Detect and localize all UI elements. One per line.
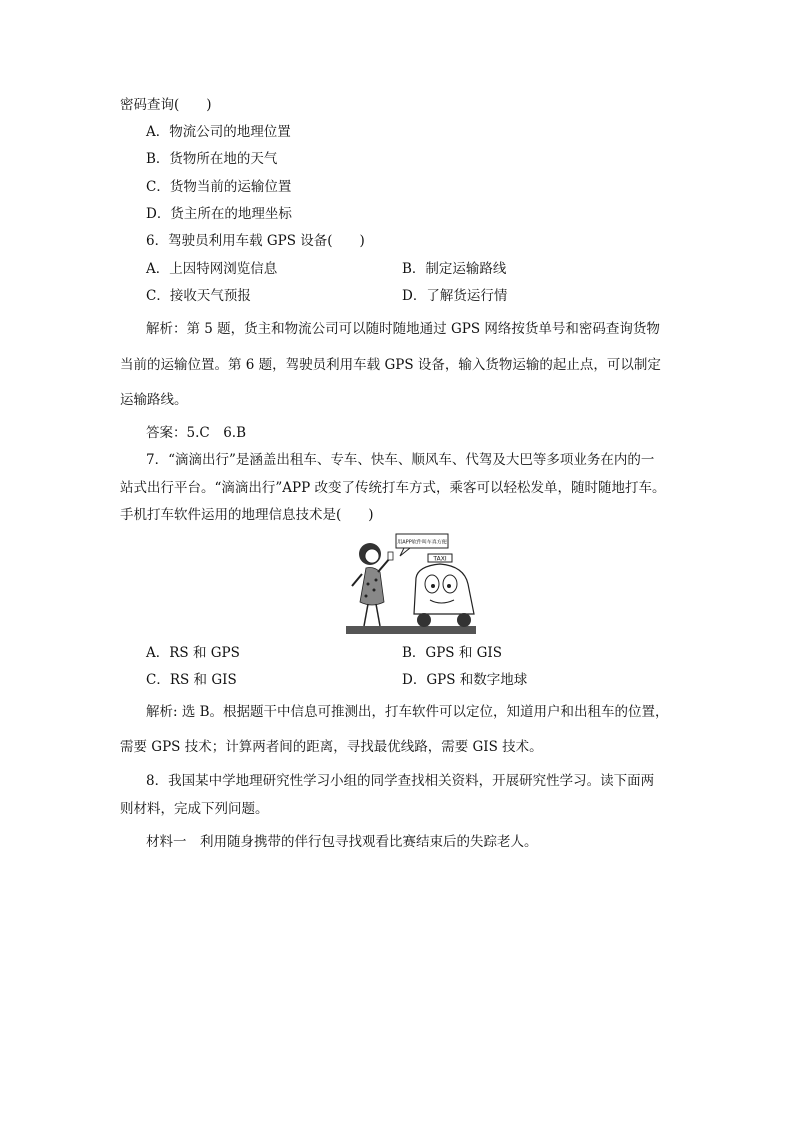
- answer-56: 答案：5.C 6.B: [146, 425, 247, 441]
- speech-bubble-text: 用APP软件叫车真方便: [397, 539, 447, 546]
- q6-option-a: A．上因特网浏览信息: [146, 261, 278, 277]
- analysis-56-line3: 运输路线。: [120, 392, 188, 408]
- analysis-7-line1: 解析: 选 B。根据题干中信息可推测出，打车软件可以定位，知道用户和出租车的位置，: [146, 704, 669, 720]
- q6-option-d: D．了解货运行情: [402, 288, 508, 304]
- q5-option-a: A．物流公司的地理位置: [146, 124, 291, 140]
- q7-option-b: B．GPS 和 GIS: [402, 645, 502, 661]
- ground-strip: [346, 626, 476, 634]
- woman-figure: [352, 543, 393, 626]
- q7-option-c: C．RS 和 GIS: [146, 672, 237, 688]
- q5-stem-tail: 密码查询( ): [120, 97, 212, 113]
- phone-icon: [388, 552, 393, 560]
- q8-material1: 材料一 利用随身携带的伴行包寻找观看比赛结束后的失踪老人。: [146, 834, 538, 850]
- q7-option-d: D．GPS 和数字地球: [402, 672, 528, 688]
- q5-option-d: D．货主所在的地理坐标: [146, 206, 292, 222]
- svg-text:TAXI: TAXI: [433, 555, 447, 563]
- q5-option-c: C．货物当前的运输位置: [146, 179, 292, 195]
- q8-line2: 则材料，完成下列问题。: [120, 801, 269, 817]
- q6-option-c: C．接收天气预报: [146, 288, 251, 304]
- q7-line1: 7．“滴滴出行”是涵盖出租车、专车、快车、顺风车、代驾及大巴等多项业务在内的一: [146, 452, 655, 468]
- q8-line1: 8．我国某中学地理研究性学习小组的同学查找相关资料，开展研究性学习。读下面两: [146, 773, 655, 789]
- q7-line3: 手机打车软件运用的地理信息技术是( ): [120, 507, 374, 523]
- taxi-hailing-illustration: [344, 528, 478, 638]
- analysis-56-line1: 解析：第 5 题，货主和物流公司可以随时随地通过 GPS 网络按货单号和密码查询货物: [146, 321, 660, 337]
- taxi-car: [414, 554, 474, 627]
- q6-stem: 6．驾驶员利用车载 GPS 设备( ): [146, 233, 365, 249]
- q6-option-b: B．制定运输路线: [402, 261, 507, 277]
- q7-line2: 站式出行平台。“滴滴出行”APP 改变了传统打车方式，乘客可以轻松发单，随时随地打车。: [120, 480, 666, 496]
- analysis-7-line2: 需要 GPS 技术；计算两者间的距离，寻找最优线路，需要 GIS 技术。: [120, 739, 543, 755]
- q5-option-b: B．货物所在地的天气: [146, 151, 278, 167]
- analysis-56-line2: 当前的运输位置。第 6 题，驾驶员利用车载 GPS 设备，输入货物运输的起止点，可以制定: [120, 357, 661, 373]
- q7-option-a: A．RS 和 GPS: [146, 645, 240, 661]
